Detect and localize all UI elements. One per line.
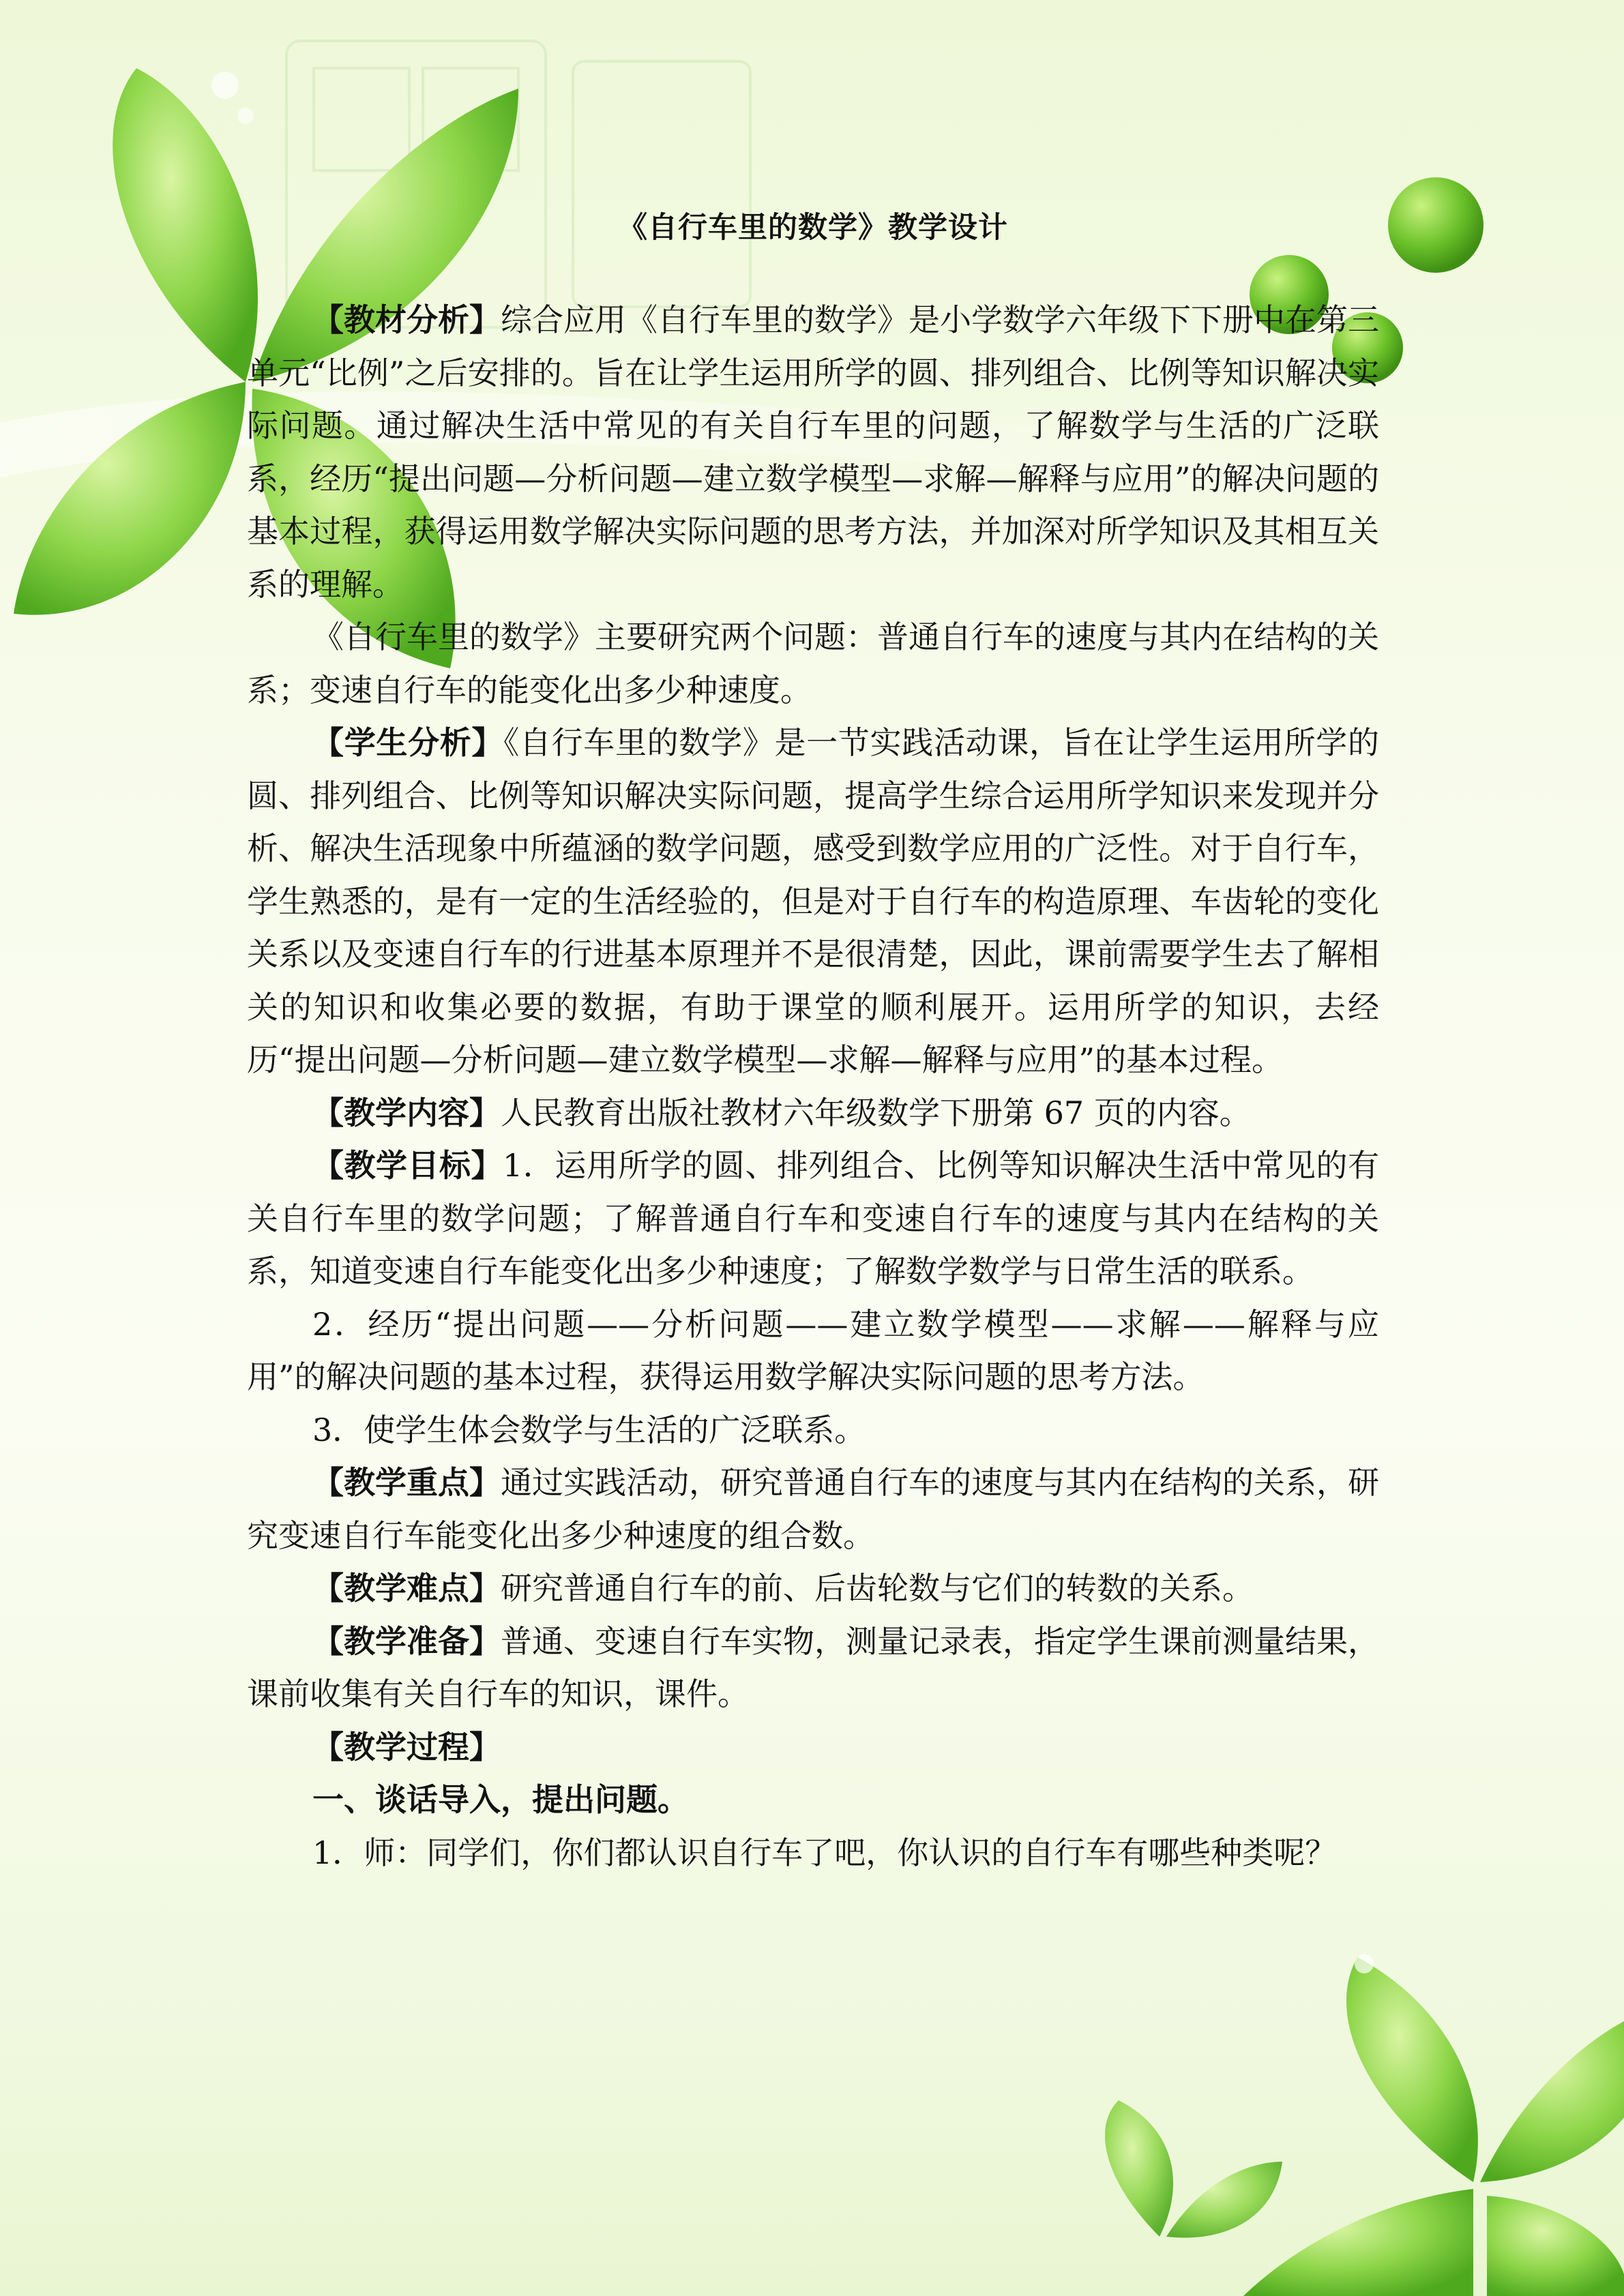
paragraph-text: 研究普通自行车的前、后齿轮数与它们的转数的关系。: [501, 1570, 1254, 1607]
section-label: 【教学难点】: [312, 1570, 501, 1607]
section-label: 【学生分析】: [312, 724, 504, 761]
section-label: 【教学目标】: [312, 1147, 503, 1184]
paragraph: [247, 1298, 1379, 1404]
paragraph: [247, 1562, 1379, 1615]
section-label: 【教学内容】: [312, 1094, 501, 1131]
paragraph: [247, 1721, 1379, 1774]
section-label: 【教学准备】: [312, 1622, 501, 1660]
paragraph: [247, 1139, 1379, 1298]
paragraph: [247, 611, 1379, 717]
paragraph-text: 《自行车里的数学》主要研究两个问题：普通自行车的速度与其内在结构的关系；变速自行车的能变化出多少种速度。: [247, 618, 1379, 709]
section-label: 【教材分析】: [312, 301, 501, 338]
paragraph-text: 人民教育出版社教材六年级数学下册第 67 页的内容。: [501, 1094, 1251, 1131]
paragraph: [247, 1087, 1379, 1140]
paragraph: [247, 717, 1379, 1087]
paragraph: [247, 294, 1379, 611]
paragraph: [247, 1404, 1379, 1457]
paragraph-text: 1．运用所学的圆、排列组合、比例等知识解决生活中常见的有关自行车里的数学问题；了解普通自行车和变速自行车的速度与其内在结构的关系，知道变速自行车能变化出多少种速度；了解数学数学与日常生活的联系。: [247, 1147, 1379, 1289]
subsection-heading: 一、谈话导入，提出问题。: [312, 1781, 689, 1818]
paragraph: [247, 1457, 1379, 1562]
paragraph: [247, 1827, 1379, 1880]
paragraph-text: 综合应用《自行车里的数学》是小学数学六年级下下册中在第三单元“比例”之后安排的。旨在让学生运用所学的圆、排列组合、比例等知识解决实际问题。通过解决生活中常见的有关自行车里的问题，了解数学与生活的广泛联系，经历“提出问题—分析问题—建立数学模型—求解—解释与应用”的解决问题的基本过程，获得运用数学解决实际问题的思考方法，并加深对所学知识及其相互关系的理解。: [247, 301, 1379, 603]
document-title: 《自行车里的数学》教学设计: [618, 211, 1008, 245]
section-heading: 【教学过程】: [312, 1728, 501, 1765]
paragraph-text: 3．使学生体会数学与生活的广泛联系。: [312, 1411, 866, 1448]
paragraph-text: 2．经历“提出问题——分析问题——建立数学模型——求解——解释与应用”的解决问题的基本过程，获得运用数学解决实际问题的思考方法。: [247, 1305, 1379, 1395]
paragraph-text: 通过实践活动，研究普通自行车的速度与其内在结构的关系，研究变速自行车能变化出多少种速度的组合数。: [247, 1464, 1379, 1554]
paragraph-text: 1．师：同学们，你们都认识自行车了吧，你认识的自行车有哪些种类呢？: [312, 1834, 1337, 1871]
paragraph-text: 《自行车里的数学》是一节实践活动课，旨在让学生运用所学的圆、排列组合、比例等知识解决实际问题，提高学生综合运用所学知识来发现并分析、解决生活现象中所蕴涵的数学问题，感受到数学应用的广泛性。对于自行车，学生熟悉的，是有一定的生活经验的，但是对于自行车的构造原理、车齿轮的变化关系以及变速自行车的行进基本原理并不是很清楚，因此，课前需要学生去了解相关的知识和收集必要的数据，有助于课堂的顺利展开。运用所学的知识，去经历“提出问题—分析问题—建立数学模型—求解—解释与应用”的基本过程。: [247, 724, 1380, 1078]
section-label: 【教学重点】: [312, 1464, 501, 1501]
paragraph: [247, 1774, 1379, 1827]
paragraph: [247, 1615, 1379, 1721]
paragraph-text: 普通、变速自行车实物，测量记录表，指定学生课前测量结果，课前收集有关自行车的知识，课件。: [247, 1622, 1379, 1712]
document-body: [247, 205, 1379, 1879]
